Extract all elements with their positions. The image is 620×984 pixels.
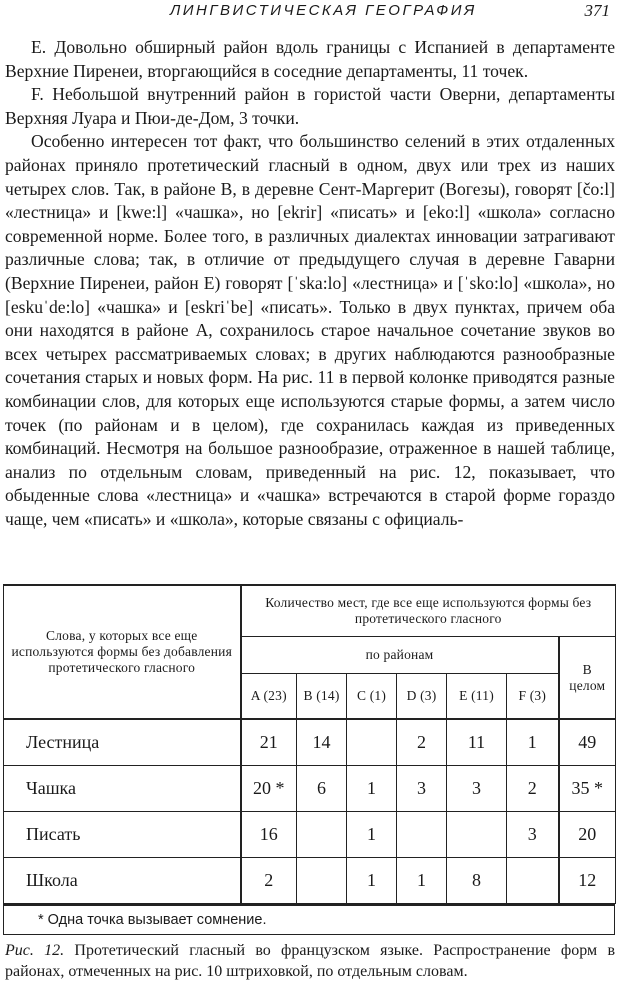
caption-text: Протетический гласный во французском языке. Распространение форм в районах, отмеченных на рис. 10 штриховкой, по отдельным словам. bbox=[5, 942, 615, 980]
cell-a: 16 bbox=[241, 812, 297, 858]
col-header-e: E (11) bbox=[447, 674, 507, 720]
cell-e bbox=[447, 812, 507, 858]
cell-f: 2 bbox=[507, 766, 559, 812]
cell-total: 12 bbox=[559, 858, 616, 904]
cell-a: 21 bbox=[241, 719, 297, 766]
cell-f bbox=[507, 858, 559, 904]
cell-d: 3 bbox=[397, 766, 447, 812]
prothesis-table bbox=[3, 584, 616, 904]
cell-e: 8 bbox=[447, 858, 507, 904]
cell-b bbox=[297, 858, 347, 904]
words-column-header: Слова, у которых все еще используются формы без добавления протетического гласного bbox=[4, 585, 241, 719]
by-region-header: по районам bbox=[241, 637, 559, 674]
cell-a: 2 bbox=[241, 858, 297, 904]
cell-a: 20 * bbox=[241, 766, 297, 812]
col-header-f: F (3) bbox=[507, 674, 559, 720]
cell-c: 1 bbox=[347, 812, 397, 858]
cell-d: 1 bbox=[397, 858, 447, 904]
row-word: Писать bbox=[4, 812, 241, 858]
caption-label: Рис. 12. bbox=[5, 942, 65, 959]
group-header: Количество мест, где все еще используются формы без протетического гласного bbox=[241, 585, 616, 637]
col-header-c: C (1) bbox=[347, 674, 397, 720]
cell-b bbox=[297, 812, 347, 858]
cell-b: 14 bbox=[297, 719, 347, 766]
col-header-a: A (23) bbox=[241, 674, 297, 720]
page-number: 371 bbox=[584, 1, 610, 20]
cell-d bbox=[397, 812, 447, 858]
cell-d: 2 bbox=[397, 719, 447, 766]
cell-f: 3 bbox=[507, 812, 559, 858]
row-word: Чашка bbox=[4, 766, 241, 812]
paragraph-f: F. Небольшой внутренний район в гористой части Оверни, департаменты Верхняя Луара и Пюи-де-Дом, 3 точки. bbox=[5, 84, 615, 128]
cell-total: 35 * bbox=[559, 766, 616, 812]
cell-e: 11 bbox=[447, 719, 507, 766]
row-word: Школа bbox=[4, 858, 241, 904]
paragraph-main: Особенно интересен тот факт, что большинство селений в этих отдаленных районах приняло протетический гласный в одном, двух или трех из наших четырех слов. Так, в районе В, в деревне Сент-Маргерит (Вогезы), говорят [čо:l] «лестница» и [kwe:l] «чашка», но [ekrir] «писать» и [eko:l] «школа» согласно современной норме. Более того, в различных диалектах инновации затрагивают различные слова; так, в отличие от предыдущего случая в деревне Гаварни (Верхние Пиренеи, район Е) говорят [ˈska:lo] «лестница» и [ˈsko:lo] «школа», но [eskuˈde:lo] «чашка» и [eskriˈbe] «писать». Только в двух пунктах, причем оба они находятся в районе А, сохранилось старое начальное сочетание звуков во всех четырех рассматриваемых словах; в других наблюдаются разнообразные сочетания старых и новых форм. На рис. 11 в первой колонке приводятся разные комбинации слов, для которых еще используются старые формы, а затем число точек (по районам и в целом), где сохранилась каждая из приведенных комбинаций. Несмотря на большое разнообразие, отраженное в нашей таблице, анализ по отдельным словам, приведенный на рис. 12, показывает, что обыденные слова «лестница» и «чашка» встречаются в старой форме гораздо чаще, чем «писать» и «школа», которые связаны с официаль- bbox=[5, 131, 615, 529]
cell-c: 1 bbox=[347, 858, 397, 904]
total-header: В целом bbox=[559, 637, 616, 720]
table-footnote: * Одна точка вызывает сомнение. bbox=[3, 904, 615, 935]
page-header bbox=[0, 0, 620, 26]
cell-c: 1 bbox=[347, 766, 397, 812]
cell-total: 20 bbox=[559, 812, 616, 858]
paragraph-e: Е. Довольно обширный район вдоль границы с Испанией в департаменте Верхние Пиренеи, вторгающийся в соседние департаменты, 11 точек. bbox=[5, 37, 615, 81]
table-row bbox=[4, 858, 616, 904]
table-row bbox=[4, 812, 616, 858]
figure-caption bbox=[5, 940, 615, 982]
data-table-figure bbox=[3, 584, 615, 935]
cell-f: 1 bbox=[507, 719, 559, 766]
col-header-b: B (14) bbox=[297, 674, 347, 720]
col-header-d: D (3) bbox=[397, 674, 447, 720]
table-row bbox=[4, 766, 616, 812]
table-row bbox=[4, 719, 616, 766]
running-title: ЛИНГВИСТИЧЕСКАЯ ГЕОГРАФИЯ bbox=[170, 2, 477, 19]
body-text bbox=[5, 36, 615, 531]
row-word: Лестница bbox=[4, 719, 241, 766]
cell-total: 49 bbox=[559, 719, 616, 766]
cell-b: 6 bbox=[297, 766, 347, 812]
cell-e: 3 bbox=[447, 766, 507, 812]
cell-c bbox=[347, 719, 397, 766]
